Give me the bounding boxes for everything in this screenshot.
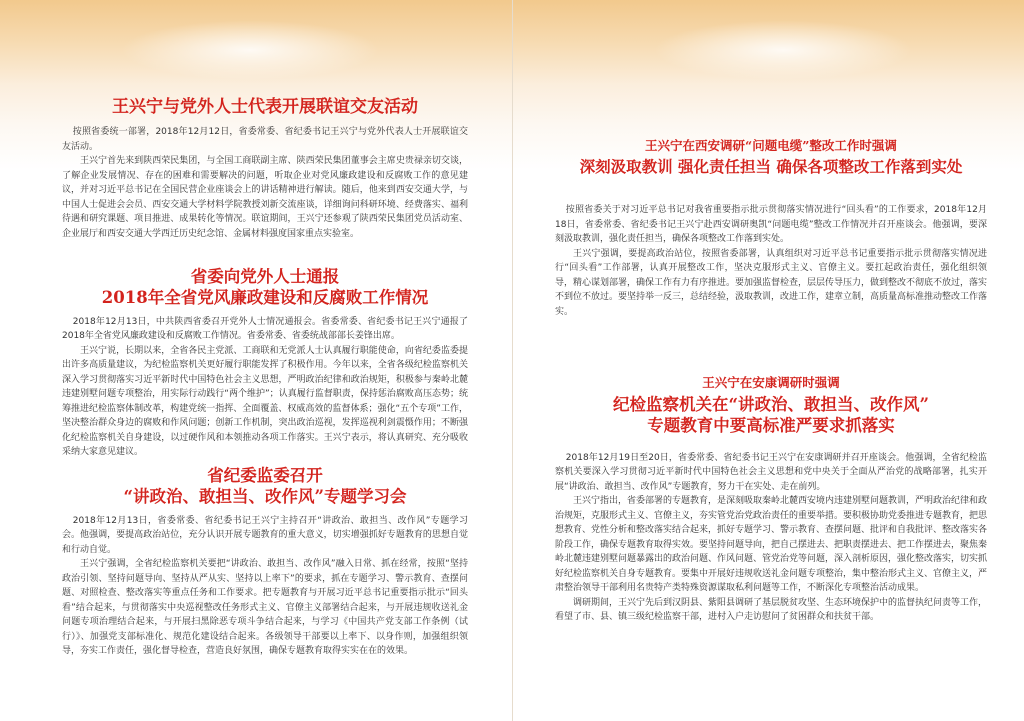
article-body: [555, 203, 987, 319]
article-subtitle: 王兴宁在安康调研时强调: [702, 375, 840, 390]
article-body: [62, 514, 468, 659]
paragraph: 调研期间，王兴宁先后到汉阴县、紫阳县调研了基层脱贫攻坚、生态环境保护中的监督执纪问责等工作，看望了市、县、镇三级纪检监察干部，进村入户走访慰问了贫困群众和扶贫干部。: [555, 597, 988, 623]
right-page: [512, 0, 1024, 721]
article-title: 王兴宁与党外人士代表开展联谊交友活动: [112, 97, 418, 117]
article-title-line2: “讲政治、敢担当、改作风”专题学习会: [123, 487, 407, 507]
article-body: [555, 451, 987, 625]
paragraph: 王兴宁首先来到陕西荣民集团，与全国工商联副主席、陕西荣民集团董事会主席史贵禄亲切交谈，了解企业发展情况、存在的困难和需要解决的问题，听取企业对党风廉政建设和反腐败工作的意见建议，并对习近平总书记在全国民营企业座谈会上的讲话精神进行解读。随后，他来到西安交通大学，与中国人士促进会会员、西安交通大学材料学院教授刘新交流座谈，详细询问科研环境、经费落实、福利待遇和研究课题、项目推进、成果转化等情况。联谊期间，王兴宁还参观了陕西荣民集团党员活动室、企业展厅和西安交通大学西迁历史纪念馆、金属材料强度国家重点实验室。: [62, 156, 468, 239]
article-title-line1: 省委向党外人士通报: [190, 267, 340, 286]
header-glow: [120, 20, 380, 80]
article-body: [62, 315, 468, 460]
article-title-line1: 省纪委监委召开: [207, 466, 323, 485]
article-title-line1: 纪检监察机关在“讲政治、敢担当、改作风”: [613, 395, 929, 414]
article-xian-cable: [555, 136, 987, 319]
header-glow: [653, 20, 913, 80]
article-title: 深刻汲取教训 强化责任担当 确保各项整改工作落到实处: [579, 157, 963, 176]
article-title-line2: 2018年全省党风廉政建设和反腐败工作情况: [101, 288, 429, 308]
paragraph: 按照省委统一部署，2018年12月12日，省委常委、省纪委书记王兴宁与党外代表人士开展联谊交友活动。: [62, 127, 468, 152]
paragraph: 2018年12月13日，省委常委、省纪委书记王兴宁主持召开“讲政治、敢担当、改作风”专题学习会。他强调，要提高政治站位，充分认识开展专题教育的重大意义，切实增强抓好专题教育的思想自觉和行动自觉。: [62, 515, 468, 555]
article-liaison-activity: [62, 96, 468, 241]
article-briefing: [62, 266, 468, 460]
paragraph: 2018年12月13日，中共陕西省委召开党外人士情况通报会。省委常委、省纪委书记王兴宁通报了2018年全省党风廉政建设和反腐败工作情况。省委常委、省委统战部部长姜锋出席。: [62, 316, 468, 342]
paragraph: 王兴宁强调，全省纪检监察机关要把“讲政治、敢担当、改作风”融入日常、抓在经常，按照“坚持政治引领、坚持问题导向、坚持从严从实、坚持以上率下”的要求，抓在专题学习、警示教育、查摆问题、对照检查、整改落实等重点任务和工作要求。把专题教育与开展习近平总书记重要指示批示“回头看”结合起来，与贯彻落实中央巡视整改任务形式主义、官僚主义部署结合起来，与开展违规收送礼金问题专项治理结合起来，与开展扫黑除恶专项斗争结合起来，与学习《中国共产党支部工作条例（试行）》、加强党支部标准化、规范化建设结合起来。各级领导干部要以上率下、以身作则，加强组织领导，夯实工作责任，强化督导检查，营造良好氛围，确保专题教育取得实实在在的效果。: [62, 559, 468, 657]
paragraph: 王兴宁说，长期以来，全省各民主党派、工商联和无党派人士认真履行职能使命，向省纪委监委提出许多高质量建议，为纪检监察机关更好履行职能发挥了积极作用。今年以来，全省各级纪检监察机关深入学习贯彻落实习近平新时代中国特色社会主义思想，严明政治纪律和政治规矩，积极参与秦岭北麓违建别墅问题专项整治，用实际行动践行“两个维护”；认真履行监督职责，保持惩治腐败高压态势；统筹推进纪检监察体制改革，构建党统一指挥、全面覆盖、权威高效的监督体系；强化“五个专项”工作，坚决整治群众身边的腐败和作风问题；创新工作机制，突出政治巡视，发挥巡视利剑震慑作用；不断强化纪检监察机关自身建设，以过硬作风和本领推动各项工作落实。王兴宁表示，将认真研究、充分吸收采纳大家意见建议。: [62, 345, 468, 458]
paragraph: 按照省委关于对习近平总书记对我省重要指示批示贯彻落实情况进行“回头看”的工作要求，2018年12月18日，省委常委、省纪委书记王兴宁赴西安调研奥凯“问题电缆”整改工作情况并召开座谈会。他强调，要深刻汲取教训，强化责任担当，确保各项整改工作落到实处。: [555, 205, 987, 245]
paragraph: 2018年12月19日至20日，省委常委、省纪委书记王兴宁在安康调研并召开座谈会。他强调，全省纪检监察机关要深入学习贯彻习近平新时代中国特色社会主义思想和党中央关于全面从严治党的战略部署，扎实开展“讲政治、敢担当、改作风”专题教育，努力干在实处、走在前列。: [555, 452, 987, 492]
article-body: [62, 125, 468, 241]
article-ankang: [555, 373, 987, 625]
article-study-session: [62, 465, 468, 659]
paragraph: 王兴宁指出，省委部署的专题教育，是深刻吸取秦岭北麓西安境内违建别墅问题教训，严明政治纪律和政治规矩，克服形式主义、官僚主义，夯实管党治党政治责任的重要举措。要积极协助党委推进专题教育，把思想教育、党性分析和整改落实结合起来，抓好专题学习、警示教育、查摆问题、批评和自我批评、整改落实各阶段工作，确保专题教育取得实效。要坚持问题导向，把自己摆进去、把职责摆进去、把工作摆进去，聚焦秦岭北麓违建别墅问题暴露出的政治问题、作风问题、管党治党等问题，深入剖析原因，强化整改落实，切实抓好纪检监察机关自身专题教育。要集中开展好违规收送礼金问题专项整治，集中整治形式主义、官僚主义，严肃整治领导干部利用名贵特产类特殊资源谋取私利问题等工作，不断深化专项整治活动成果。: [555, 496, 988, 594]
paragraph: 王兴宁强调，要提高政治站位，按照省委部署，认真组织对习近平总书记重要指示批示贯彻落实情况进行“回头看”工作部署，认真开展整改工作，坚决克服形式主义、官僚主义。要扛起政治责任，强化组织领导，精心谋划部署，确保工作有力有序推进。要加强监督检查，层层传导压力，做到整改不彻底不放过，落实不到位不放过。要坚持举一反三，总结经验，汲取教训，改进工作，建章立制，高质量高标准推动整改工作落实。: [555, 248, 988, 317]
article-subtitle: 王兴宁在西安调研“问题电缆”整改工作时强调: [645, 138, 897, 153]
article-title-line2: 专题教育中要高标准严要求抓落实: [647, 416, 895, 436]
